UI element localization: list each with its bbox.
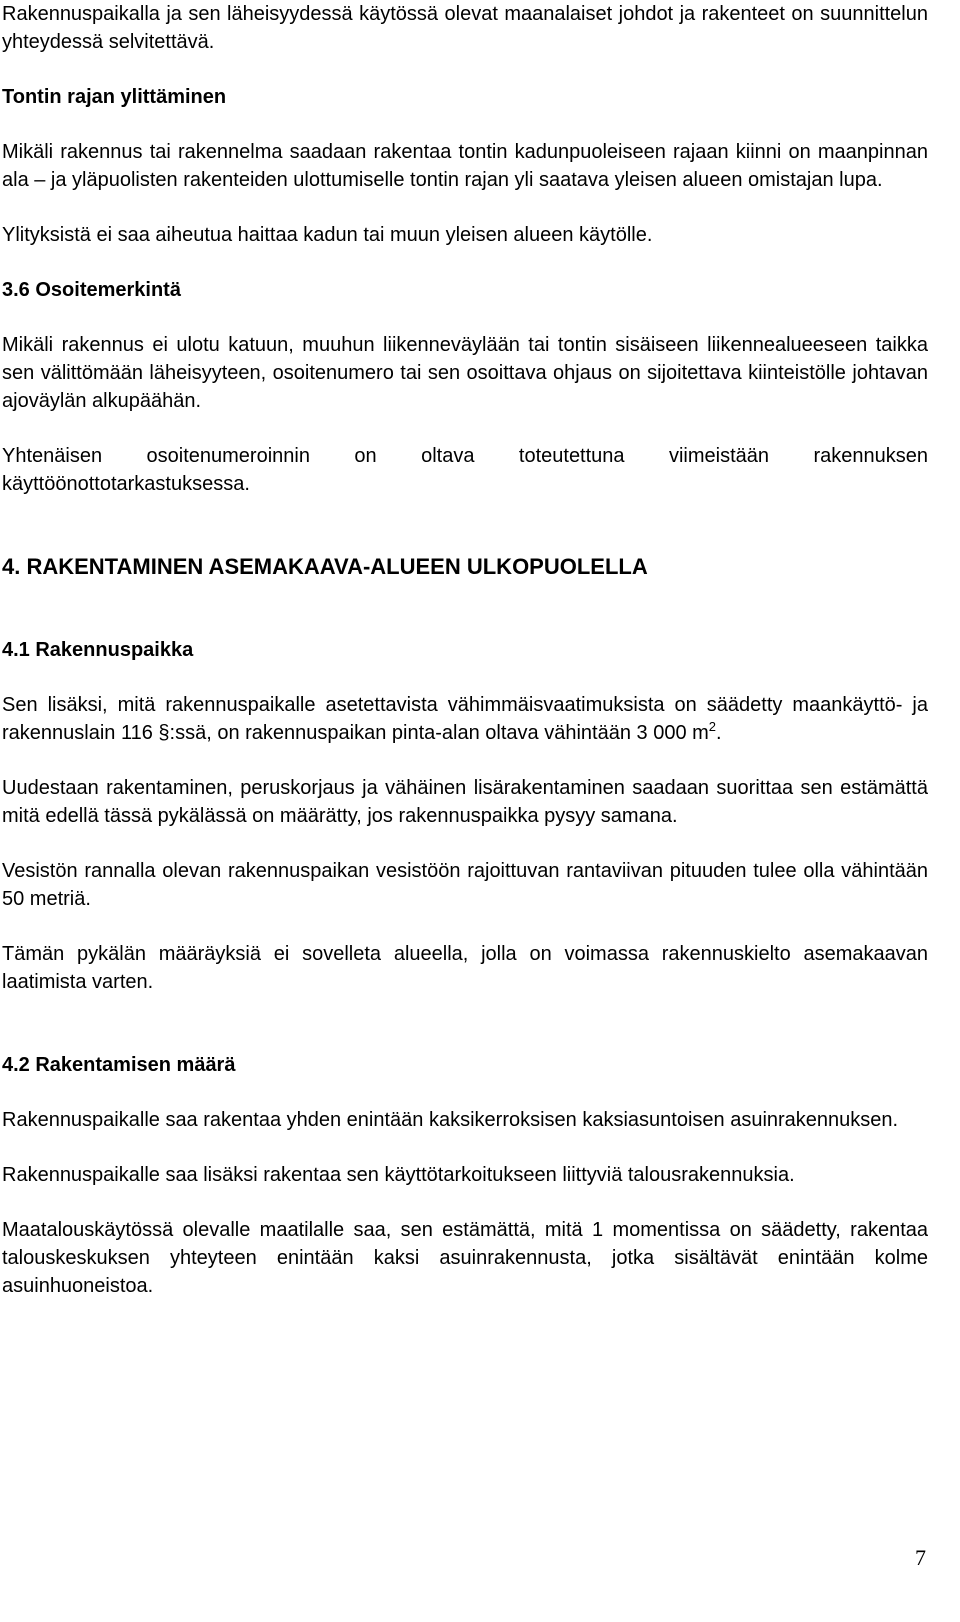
paragraph: Mikäli rakennus ei ulotu katuun, muuhun liikenneväylään tai tontin sisäiseen liikennealueeseen taikka sen välittömään läheisyyteen, osoitenumero tai sen osoittava ohjaus on sijoitettava kiinteistölle johtavan ajoväylän alkupäähän.: [2, 334, 928, 412]
paragraph: Rakennuspaikalle saa lisäksi rakentaa sen käyttötarkoitukseen liittyviä talousrakennuksia.: [2, 1164, 795, 1186]
document-body: [2, 0, 928, 1300]
paragraph: Maatalouskäytössä olevalle maatilalle saa, sen estämättä, mitä 1 momentissa on säädetty, rakentaa talouskeskuksen yhteyteen enintään kaksi asuinrakennusta, jotka sisältävät enintään kolme asuinhuoneistoa.: [2, 1219, 928, 1297]
paragraph: Vesistön rannalla olevan rakennuspaikan vesistöön rajoittuvan rantaviivan pituuden tulee olla vähintään 50 metriä.: [2, 860, 928, 910]
paragraph: Yhtenäisen osoitenumeroinnin on oltava toteutettuna viimeistään rakennuksen käyttöönottotarkastuksessa.: [2, 445, 928, 495]
section-heading-tontin-rajan-ylittaminen: Tontin rajan ylittäminen: [2, 86, 227, 108]
chapter-heading-4: 4. RAKENTAMINEN ASEMAKAAVA-ALUEEN ULKOPUOLELLA: [2, 554, 648, 579]
paragraph: Uudestaan rakentaminen, peruskorjaus ja vähäinen lisärakentaminen saadaan suorittaa sen estämättä mitä edellä tässä pykälässä on määrätty, jos rakennuspaikka pysyy samana.: [2, 777, 928, 827]
page-number: 7: [915, 1545, 926, 1570]
section-heading-3-6: 3.6 Osoitemerkintä: [2, 279, 181, 301]
superscript-exponent: 2: [708, 719, 717, 734]
paragraph: Rakennuspaikalle saa rakentaa yhden enintään kaksikerroksisen kaksiasuntoisen asuinrakennuksen.: [2, 1109, 899, 1131]
paragraph: Ylityksistä ei saa aiheutua haittaa kadun tai muun yleisen alueen käytölle.: [2, 224, 653, 246]
section-heading-4-2: 4.2 Rakentamisen määrä: [2, 1054, 236, 1076]
paragraph: Mikäli rakennus tai rakennelma saadaan rakentaa tontin kadunpuoleiseen rajaan kiinni on maanpinnan ala – ja yläpuolisten rakenteiden ulottumiselle tontin rajan yli saatava yleisen alueen omistajan lupa.: [2, 141, 928, 191]
section-heading-4-1: 4.1 Rakennuspaikka: [2, 639, 194, 661]
paragraph: [2, 691, 928, 747]
paragraph: Tämän pykälän määräyksiä ei sovelleta alueella, jolla on voimassa rakennuskielto asemakaavan laatimista varten.: [2, 943, 928, 993]
intro-paragraph: Rakennuspaikalla ja sen läheisyydessä käytössä olevat maanalaiset johdot ja rakenteet on suunnittelun yhteydessä selvitettävä.: [2, 3, 928, 53]
paragraph-text: Sen lisäksi, mitä rakennuspaikalle asetettavista vähimmäisvaatimuksista on säädetty maankäyttö- ja rakennuslain 116 §:ssä, on rakennuspaikan pinta-alan oltava vähintään 3 000 m: [2, 694, 928, 744]
paragraph-end: .: [716, 722, 722, 744]
